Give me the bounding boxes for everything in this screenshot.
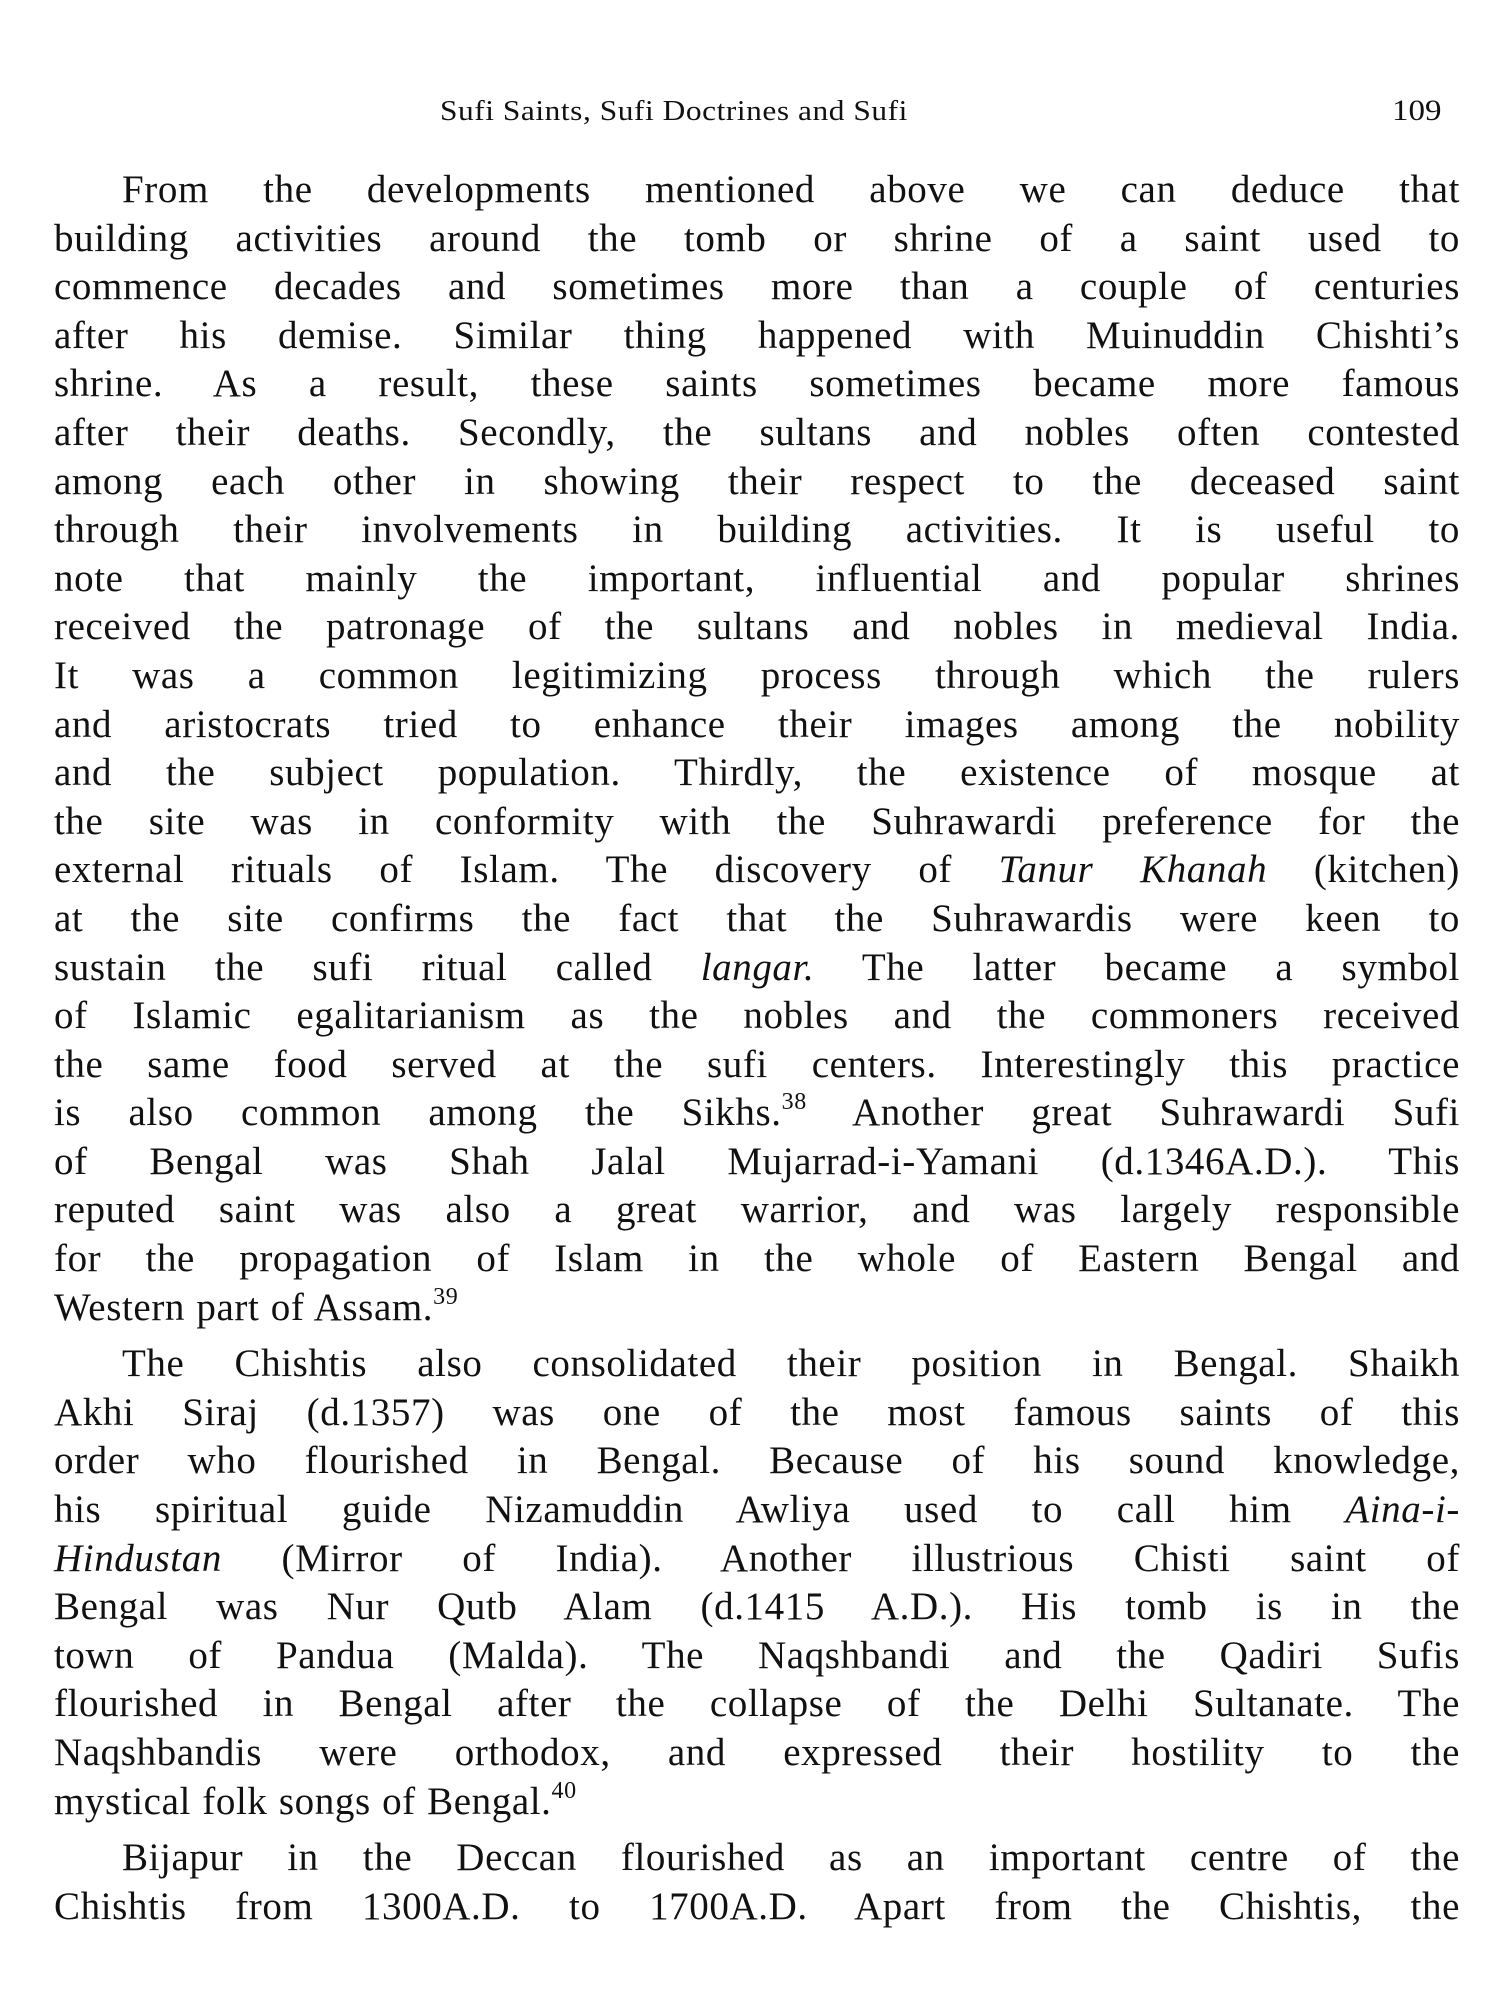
text-line (54, 846, 1460, 895)
text-line: among each other in showing their respect to the deceased saint (54, 459, 1460, 503)
italic-term: Hindustan (54, 1536, 222, 1580)
text-line: Bijapur in the Deccan flourished as an important centre of the (122, 1836, 1460, 1880)
text-segment: sustain the sufi ritual called (54, 945, 701, 989)
text-segment: (kitchen) (1267, 848, 1461, 892)
text-line: It was a common legitimizing process through which the rulers (54, 653, 1460, 697)
text-line: at the site confirms the fact that the Suhrawardis were keen to (54, 896, 1460, 940)
body-text (54, 166, 1460, 1931)
text-line (54, 1486, 1460, 1535)
text-segment: Western part of Assam. (54, 1285, 434, 1329)
text-line: after their deaths. Secondly, the sultans and nobles often contested (54, 410, 1460, 454)
text-line: Bengal was Nur Qutb Alam (d.1415 A.D.). His tomb is in the (54, 1585, 1460, 1629)
text-segment: external rituals of Islam. The discovery of (54, 848, 999, 892)
text-line: the site was in conformity with the Suhrawardi preference for the (54, 799, 1460, 843)
paragraph-1 (54, 166, 1460, 1332)
text-line: through their involvements in building activities. It is useful to (54, 508, 1460, 552)
text-segment: Another great Suhrawardi Sufi (806, 1091, 1460, 1135)
text-line: building activities around the tomb or shrine of a saint used to (54, 216, 1460, 260)
text-line: shrine. As a result, these saints sometimes became more famous (54, 362, 1460, 406)
text-line (54, 1089, 1460, 1138)
text-line (54, 944, 1460, 993)
text-line: the same food served at the sufi centers. Interestingly this practice (54, 1042, 1460, 1086)
page-number: 109 (1392, 94, 1442, 127)
text-line: and the subject population. Thirdly, the existence of mosque at (54, 751, 1460, 795)
text-line: The Chishtis also consolidated their position in Bengal. Shaikh (122, 1342, 1460, 1386)
footnote-ref-39[interactable]: 39 (433, 1283, 459, 1310)
text-line: after his demise. Similar thing happened with Muinuddin Chishti’s (54, 313, 1460, 357)
text-segment: (Mirror of India). Another illustrious Chisti saint of (221, 1536, 1460, 1580)
text-line: of Islamic egalitarianism as the nobles and the commoners received (54, 994, 1460, 1038)
text-line (54, 1778, 1460, 1827)
paragraph-3 (54, 1834, 1460, 1931)
text-line (54, 1284, 1460, 1333)
text-segment: The latter became a symbol (814, 945, 1460, 989)
text-line: From the developments mentioned above we can deduce that (122, 168, 1460, 211)
footnote-ref-40[interactable]: 40 (551, 1777, 577, 1804)
text-line: Akhi Siraj (d.1357) was one of the most famous saints of this (54, 1390, 1460, 1434)
footnote-ref-38[interactable]: 38 (781, 1089, 807, 1116)
text-line: town of Pandua (Malda). The Naqshbandi and the Qadiri Sufis (54, 1633, 1460, 1677)
text-line: order who flourished in Bengal. Because of his sound knowledge, (54, 1439, 1460, 1483)
italic-term: Aina-i- (1345, 1488, 1460, 1532)
page-header (0, 96, 1500, 136)
running-head: Sufi Saints, Sufi Doctrines and Sufi (440, 96, 908, 127)
text-segment: mystical folk songs of Bengal. (54, 1779, 552, 1823)
text-line: commence decades and sometimes more than a couple of centuries (54, 265, 1460, 309)
text-segment: his spiritual guide Nizamuddin Awliya used to call him (54, 1488, 1346, 1532)
text-line: Chishtis from 1300A.D. to 1700A.D. Apart from the Chishtis, the (54, 1884, 1460, 1928)
text-line: note that mainly the important, influential and popular shrines (54, 556, 1460, 600)
text-line: reputed saint was also a great warrior, and was largely responsible (54, 1188, 1460, 1232)
text-line: for the propagation of Islam in the whole of Eastern Bengal and (54, 1237, 1460, 1281)
italic-term: langar. (700, 945, 815, 989)
text-line: of Bengal was Shah Jalal Mujarrad-i-Yamani (d.1346A.D.). This (54, 1139, 1460, 1183)
text-line: Naqshbandis were orthodox, and expressed their hostility to the (54, 1731, 1460, 1774)
text-line (54, 1535, 1460, 1584)
text-segment: is also common among the Sikhs. (54, 1091, 782, 1135)
paragraph-2 (54, 1340, 1460, 1826)
text-line: flourished in Bengal after the collapse of the Delhi Sultanate. The (54, 1682, 1460, 1726)
text-line: and aristocrats tried to enhance their images among the nobility (54, 702, 1460, 746)
italic-term: Tanur Khanah (998, 848, 1268, 892)
text-line: received the patronage of the sultans and nobles in medieval India. (54, 605, 1460, 649)
